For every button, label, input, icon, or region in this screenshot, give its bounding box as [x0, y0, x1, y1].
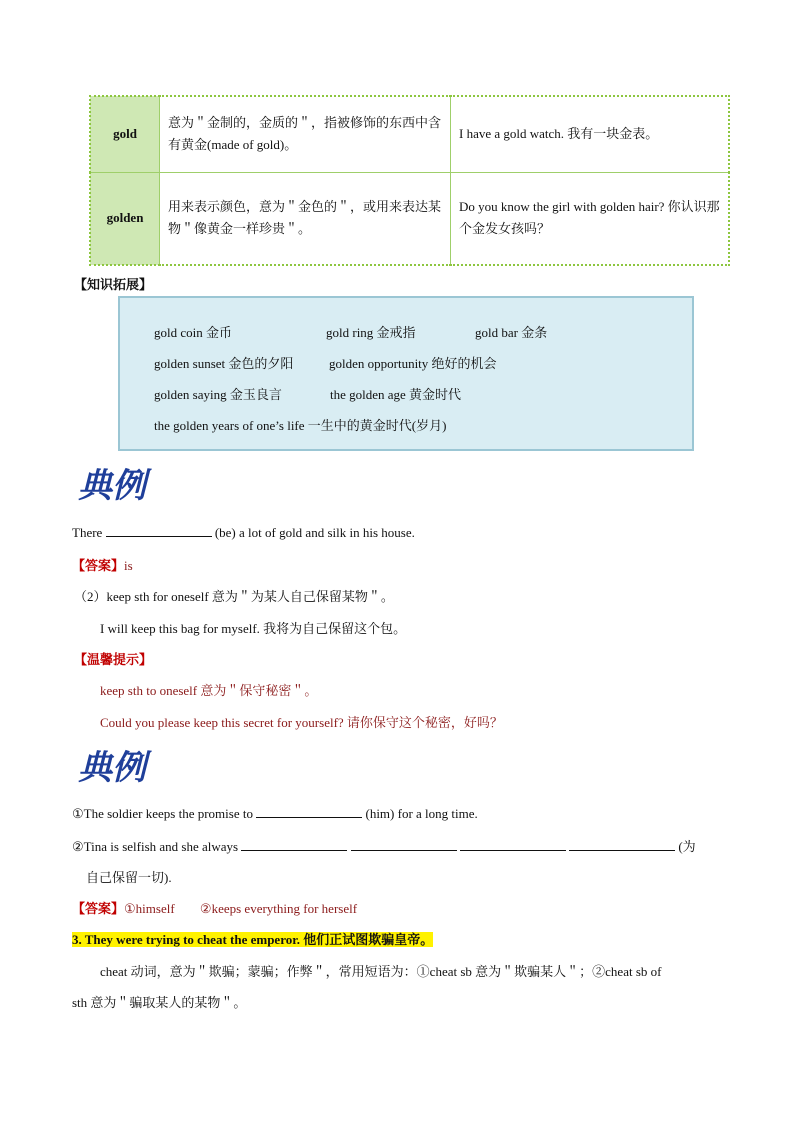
word-cell: gold	[90, 96, 160, 172]
ext-phrase: gold bar 金条	[475, 325, 548, 340]
word-cell: golden	[90, 172, 160, 265]
svg-text:典例: 典例	[78, 748, 146, 787]
section2-example: I will keep this bag for myself. 我将为自己保留这个包。	[100, 621, 407, 636]
question-text: (为	[678, 839, 696, 854]
example2-question-1	[72, 805, 478, 822]
tip-label: 【温馨提示】	[74, 652, 153, 667]
ext-phrase: the golden years of one’s life 一生中的黄金时代(岁月)	[154, 418, 447, 433]
question-text: (him) for a long time.	[365, 806, 478, 821]
ext-phrase: golden saying 金玉良言	[154, 387, 282, 402]
example-icon	[76, 745, 152, 787]
question-text: ②Tina is selfish and she always	[72, 839, 239, 854]
answer-text: is	[124, 558, 133, 573]
example-icon	[76, 463, 152, 505]
answer-blank	[241, 838, 347, 851]
ext-phrase: golden opportunity 绝好的机会	[329, 356, 497, 371]
section2-heading: （2）keep sth for oneself 意为＂为某人自己保留某物＂。	[74, 589, 394, 604]
question-text: There	[72, 525, 103, 540]
answer-blank	[351, 838, 457, 851]
tip-line: keep sth to oneself 意为＂保守秘密＂。	[100, 683, 318, 698]
answer-blank	[256, 805, 362, 818]
tip-line: Could you please keep this secret for yourself? 请你保守这个秘密，好吗？	[100, 715, 503, 730]
knowledge-ext-label: 【知识拓展】	[74, 277, 153, 292]
ext-phrase: golden sunset 金色的夕阳	[154, 356, 294, 371]
answer-text: ②keeps everything for herself	[199, 901, 358, 916]
example-cell: Do you know the girl with golden hair? 你认识那个金发女孩吗？	[451, 172, 730, 265]
table-row	[90, 172, 729, 265]
knowledge-ext-box	[118, 296, 694, 451]
answer-blank	[569, 838, 675, 851]
answer-label: 【答案】	[72, 558, 125, 573]
meaning-cell: 意为＂金制的，金质的＂，指被修饰的东西中含有黄金(made of gold)。	[160, 96, 451, 172]
answer-label: 【答案】	[72, 901, 125, 916]
section3-heading	[72, 929, 433, 948]
example2-question-2-cont: 自己保留一切).	[86, 870, 172, 885]
answer-text: ①himself	[124, 901, 175, 916]
ext-phrase: the golden age 黄金时代	[330, 387, 462, 402]
question-text: (be) a lot of gold and silk in his house.	[214, 525, 415, 540]
table-row	[90, 96, 729, 172]
section3-heading-text: 3. They were trying to cheat the emperor. 他们正试图欺骗皇帝。	[72, 932, 434, 947]
example2-question-2	[72, 836, 696, 855]
example1-question	[72, 524, 415, 541]
word-comparison-table	[89, 95, 730, 266]
example2-answer	[72, 898, 357, 917]
example-cell: I have a gold watch. 我有一块金表。	[451, 96, 730, 172]
section3-line: cheat 动词，意为＂欺骗；蒙骗；作弊＂，常用短语为：①cheat sb 意为＂欺骗某人＂；②cheat sb of	[100, 964, 662, 979]
ext-phrase: gold ring 金戒指	[326, 325, 416, 340]
question-text: ①The soldier keeps the promise to	[72, 806, 253, 821]
svg-text:典例: 典例	[78, 466, 146, 505]
example1-answer	[72, 555, 133, 574]
meaning-cell: 用来表示颜色，意为＂金色的＂，或用来表达某物＂像黄金一样珍贵＂。	[160, 172, 451, 265]
answer-blank	[106, 524, 212, 537]
section3-line: sth 意为＂骗取某人的某物＂。	[72, 995, 247, 1010]
ext-phrase: gold coin 金币	[154, 325, 232, 340]
answer-blank	[460, 838, 566, 851]
